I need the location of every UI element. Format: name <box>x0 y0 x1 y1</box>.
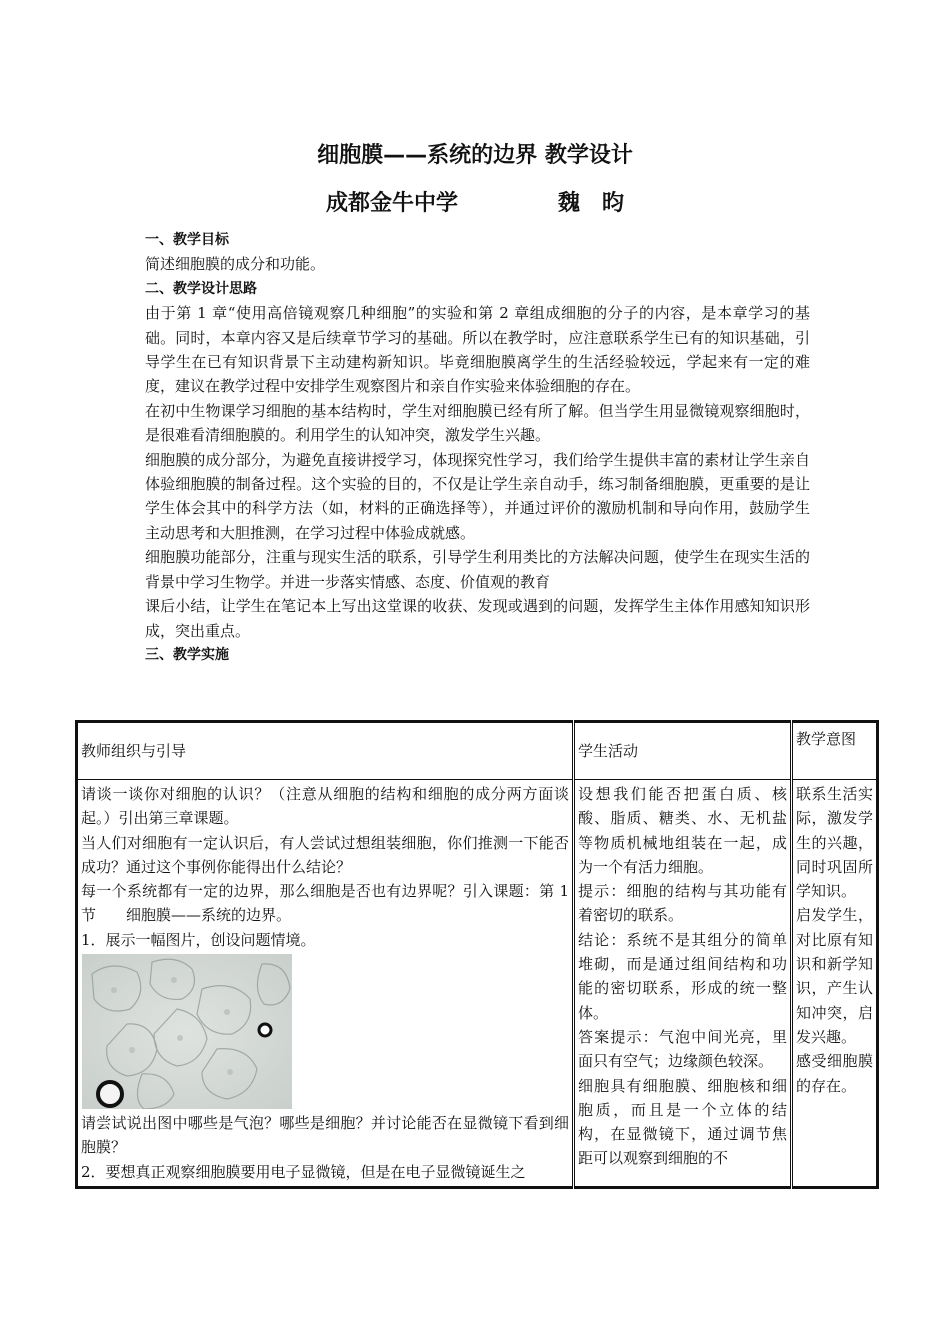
paragraph: 在初中生物课学习细胞的基本结构时，学生对细胞膜已经有所了解。但当学生用显微镜观察细胞时，是很难看清细胞膜的。利用学生的认知冲突，激发学生兴趣。 <box>145 401 810 445</box>
intent-text: 联系生活实际，激发学生的兴趣，同时巩固所学知识。 <box>796 785 873 901</box>
table-header-row <box>77 722 878 780</box>
teacher-text: 请谈一谈你对细胞的认识？（注意从细胞的结构和细胞的成分两方面谈起。）引出第三章课题。 <box>81 785 569 828</box>
document-title: 细胞膜——系统的边界 教学设计 <box>317 143 633 168</box>
microscope-cell-image <box>82 954 292 1109</box>
student-cell <box>574 780 792 1188</box>
header-student: 学生活动 <box>574 722 792 780</box>
section-heading-goals: 一、教学目标 <box>145 232 229 248</box>
table-row <box>77 780 878 1188</box>
teacher-text: 每一个系统都有一定的边界，那么细胞是否也有边界呢？引入课题：第 1 节 细胞膜——系统的边界。 <box>81 882 569 925</box>
teacher-text: 当人们对细胞有一定认识后，有人尝试过想组装细胞，你们推测一下能否成功？通过这个事例你能得出什么结论？ <box>81 833 569 876</box>
header-teacher: 教师组织与引导 <box>77 722 574 780</box>
section-heading-implementation: 三、教学实施 <box>145 646 229 663</box>
intent-cell <box>792 780 878 1188</box>
paragraph: 细胞膜的成分部分，为避免直接讲授学习，体现探究性学习，我们给学生提供丰富的素材让学生亲自体验细胞膜的制备过程。这个实验的目的，不仅是让学生亲自动手，练习制备细胞膜，更重要的是让学生体会其中的科学方法（如，材料的正确选择等），并通过评价的激励机制和导向作用，鼓励学生主动思考和大胆推测，在学习过程中体验成就感。 <box>145 450 810 542</box>
teacher-cell <box>77 780 574 1188</box>
teacher-text: 2．要想真正观察细胞膜要用电子显微镜，但是在电子显微镜诞生之 <box>81 1162 526 1181</box>
paragraph: 课后小结，让学生在笔记本上写出这堂课的收获、发现或遇到的问题，发挥学生主体作用感知知识形成，突出重点。 <box>145 597 810 640</box>
student-text: 答案提示：气泡中间光亮，里面只有空气；边缘颜色较深。 <box>578 1027 787 1071</box>
teacher-text: 1．展示一幅图片，创设问题情境。 <box>81 930 316 949</box>
author-line <box>0 186 950 217</box>
author-name: 魏 昀 <box>558 191 625 216</box>
paragraph: 简述细胞膜的成分和功能。 <box>145 255 326 274</box>
student-text: 提示：细胞的结构与其功能有着密切的联系。 <box>578 882 787 925</box>
paragraph: 由于第 1 章“使用高倍镜观察几种细胞”的实验和第 2 章组成细胞的分子的内容，是本章学习的基础。同时，本章内容又是后续章节学习的基础。所以在教学时，应注意联系学生已有的知识基础，引导学生在已有知识背景下主动建构新知识。毕竟细胞膜离学生的生活经验较远，学起来有一定的难度，建议在教学过程中安排学生观察图片和亲自作实验来体验细胞的存在。 <box>145 304 810 396</box>
student-text: 设想我们能否把蛋白质、核酸、脂质、糖类、水、无机盐等物质机械地组装在一起，成为一个有活力细胞。 <box>578 785 787 876</box>
teacher-text: 请尝试说出图中哪些是气泡？哪些是细胞？并讨论能否在显微镜下看到细胞膜？ <box>81 1114 569 1157</box>
teaching-table <box>75 720 879 1189</box>
student-text: 结论：系统不是其组分的简单堆砌，而是通过组间结构和功能的密切联系，形成的统一整体。 <box>578 930 787 1022</box>
student-text: 细胞具有细胞膜、细胞核和细胞质，而且是一个立体的结构，在显微镜下，通过调节焦距可以观察到细胞的不 <box>578 1076 787 1168</box>
intent-text: 启发学生，对比原有知识和新学知识，产生认知冲突，启发兴趣。 <box>796 906 873 1046</box>
intent-text: 感受细胞膜的存在。 <box>796 1052 873 1095</box>
school-name: 成都金牛中学 <box>325 191 458 216</box>
paragraph: 细胞膜功能部分，注重与现实生活的联系，引导学生利用类比的方法解决问题，使学生在现实生活的背景中学习生物学。并进一步落实情感、态度、价值观的教育 <box>145 548 810 591</box>
document-body <box>145 228 810 667</box>
header-intent: 教学意图 <box>792 722 878 780</box>
section-heading-design: 二、教学设计思路 <box>145 280 257 297</box>
